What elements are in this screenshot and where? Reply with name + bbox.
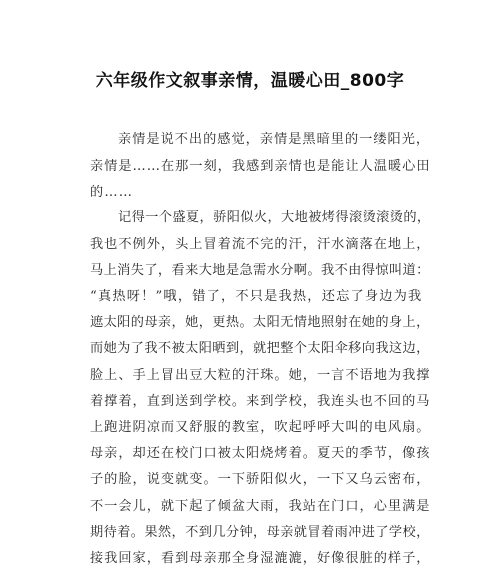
paragraph-line: 脸上、手上冒出豆大粒的汗珠。她，一言不语地为我撑 (90, 368, 431, 383)
paragraph-line: 母亲，却还在校门口被太阳烧烤着。夏天的季节，像孩 (90, 446, 431, 461)
paragraph-line: 马上消失了，看来大地是急需水分啊。我不由得惊叫道： (90, 263, 430, 278)
paragraph-line: 子的脸，说变就变。一下骄阳似火，一下又乌云密布， (90, 472, 431, 487)
document-title: 六年级作文叙事亲情，温暖心田_800字 (95, 71, 405, 91)
paragraph-line: “真热呀！”哦，错了，不只是我热，还忘了身边为我 (90, 289, 423, 304)
paragraph-line: 记得一个盛夏，骄阳似火，大地被烤得滚烫滚烫的， (118, 210, 431, 225)
paragraph-line: 亲情是……在那一刻，我感到亲情也是能让人温暖心田 (90, 159, 431, 174)
paragraph-line: 接我回家，看到母亲那全身湿漉漉，好像很脏的样子， (90, 551, 431, 566)
paragraph-line: 上跑进阴凉而又舒服的教室，吹起呼呼大叫的电风扇。 (90, 420, 431, 435)
paragraph-line: 我也不例外，头上冒着流不完的汗，汗水滴落在地上， (90, 237, 431, 252)
paragraph-line: 而她为了我不被太阳晒到，就把整个太阳伞移向我这边， (90, 341, 430, 356)
paragraph-line: 遮太阳的母亲，她，更热。太阳无情地照射在她的身上， (90, 315, 430, 330)
paragraph-line: 不一会儿，就下起了倾盆大雨，我站在门口，心里满是 (90, 499, 431, 514)
paragraph-line: 着撑着，直到送到学校。来到学校，我连头也不回的马 (90, 394, 431, 409)
paragraph-line: 期待着。果然，不到几分钟，母亲就冒着雨冲进了学校， (90, 525, 430, 540)
paragraph-line: 的…… (90, 185, 134, 200)
paragraph-line: 亲情是说不出的感觉，亲情是黑暗里的一缕阳光， (118, 132, 431, 147)
